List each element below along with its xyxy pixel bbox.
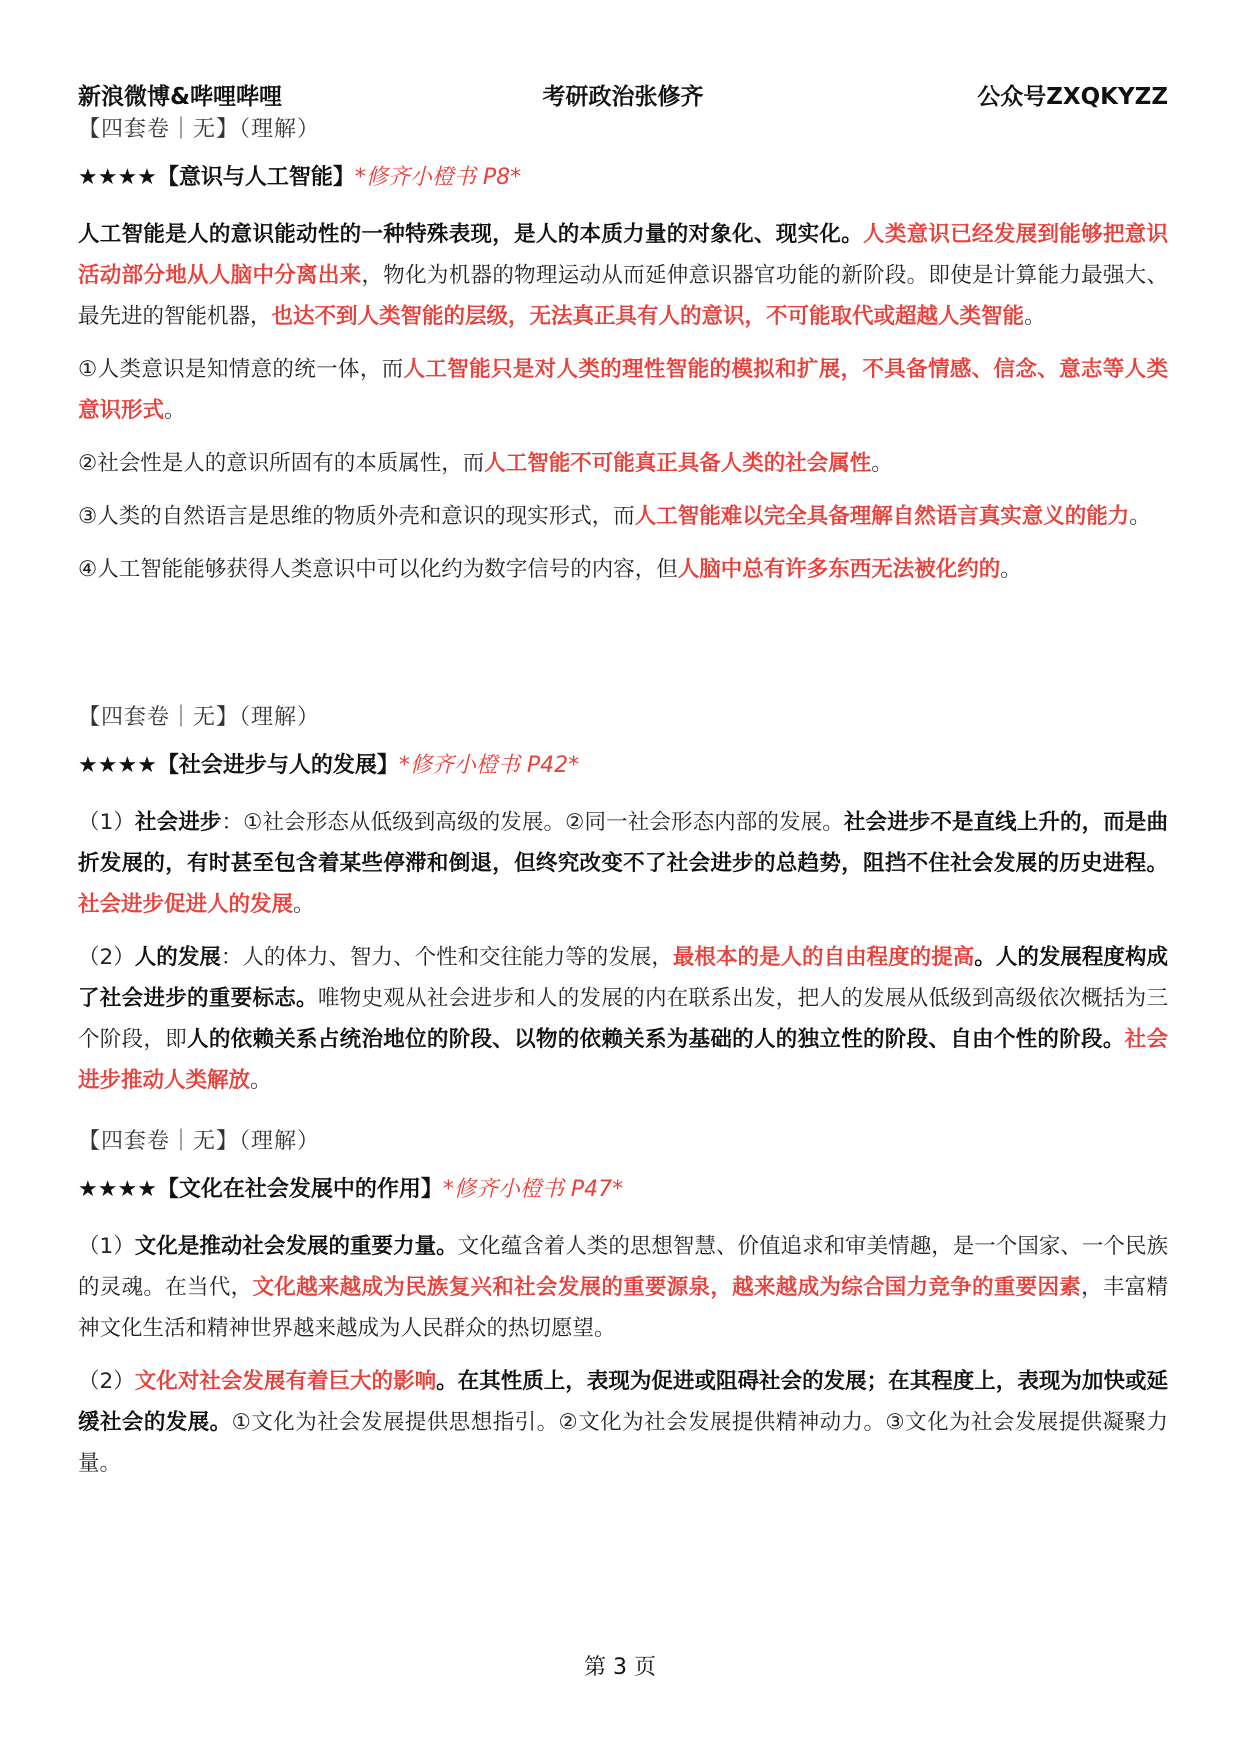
section-title-main: ★★★★【文化在社会发展中的作用】 [78,1177,443,1202]
body-text: 。 [250,1068,272,1093]
body-text: 唯物史观从社会进步和人的发展的内在联系出发，把人的发展从低级到高级依次概括为三个阶段，即 [78,986,1168,1052]
section-meta: 【四套卷｜无】（理解） [78,1129,321,1154]
body-text: ：人的体力、智力、个性和交往能力等的发展， [220,945,673,970]
highlight-text: 文化越来越成为民族复兴和社会发展的重要源泉，越来越成为综合国力竞争的重要因素 [252,1275,1082,1300]
body-text: 。 [1000,557,1022,582]
bold-text: 。人的发展程度构成了社会进步的重要标志。 [78,945,1168,1011]
highlight-text: 文化对社会发展有着巨大的影响 [134,1369,437,1394]
bold-text: 社会进步不是直线上升的，而是曲折发展的，有时甚至包含着某些停滞和倒退，但终究改变不了社会进步的总趋势，阻挡不住社会发展的历史进程。 [78,810,1168,876]
body-text: 。 [164,398,186,423]
highlight-text: 也达不到人类智能的层级，无法真正具有人的意识，不可能取代或超越人类智能 [271,304,1025,329]
body-text: 。 [293,892,315,917]
section-body [78,1226,1168,1484]
header-left-text: 新浪微博&哔哩哔哩 [78,84,283,110]
bold-text: 人的发展 [134,945,221,970]
bold-text: 人工智能是人的意识能动性的一种特殊表现，是人的本质力量的对象化、现实化。 [78,222,864,247]
paragraph [78,443,1168,484]
page-header [78,78,1168,114]
paragraph [78,349,1168,431]
section-title [78,1174,1168,1206]
body-text: ，丰富精神文化生活和精神世界越来越成为人民群众的热切愿望。 [78,1275,1168,1341]
bold-text: 社会进步 [135,810,222,835]
body-text: 。 [871,451,893,476]
body-text: ②社会性是人的意识所固有的本质属性，而 [78,451,485,476]
paragraph [78,214,1168,337]
paragraph [78,937,1168,1101]
body-text: ，物化为机器的物理运动从而延伸意识器官功能的新阶段。即使是计算能力最强大、最先进的智能机器， [78,263,1168,329]
section-title-ref: *修齐小橙书 P8* [354,165,522,190]
bold-text: 文化是推动社会发展的重要力量。 [134,1234,458,1259]
body-text: 文化蕴含着人类的思想智慧、价值追求和审美情趣，是一个国家、一个民族的灵魂。在当代， [78,1234,1168,1300]
highlight-text: 人工智能只是对人类的理性智能的模拟和扩展，不具备情感、信念、意志等人类意识形式 [78,357,1168,423]
section-body [78,802,1168,1101]
section-meta: 【四套卷｜无】（理解） [78,705,321,730]
body-text: ④人工智能能够获得人类意识中可以化约为数字信号的内容，但 [78,557,678,582]
page-number: 第 3 页 [584,1655,656,1680]
section-title [78,750,1168,782]
body-text: ①文化为社会发展提供思想指引。②文化为社会发展提供精神动力。③文化为社会发展提供凝聚力量。 [78,1410,1168,1476]
paragraph [78,1226,1168,1349]
highlight-text: 人脑中总有许多东西无法被化约的 [677,557,1001,582]
section-title-ref: *修齐小橙书 P47* [442,1177,624,1202]
section-meta: 【四套卷｜无】（理解） [78,117,321,142]
highlight-text: 人工智能不可能真正具备人类的社会属性 [484,451,872,476]
bold-text: 。在其性质上，表现为促进或阻碍社会的发展；在其程度上，表现为加快或延缓社会的发展。 [78,1369,1168,1435]
paragraph [78,496,1168,537]
section-social-progress [78,698,1168,1113]
section-culture-role [78,1122,1168,1496]
body-text: （1） [78,1234,135,1259]
highlight-text: 最根本的是人的自由程度的提高 [672,945,975,970]
body-text: （1） [78,810,136,835]
paragraph [78,549,1168,590]
section-title-main: ★★★★【社会进步与人的发展】 [78,753,399,778]
section-title [78,162,1168,194]
body-text: 。 [1024,304,1046,329]
section-consciousness-ai [78,110,1168,602]
header-center-text: 考研政治张修齐 [542,84,704,110]
section-body [78,214,1168,590]
body-text: （2） [78,945,135,970]
paragraph [78,802,1168,925]
highlight-text: 人类意识已经发展到能够把意识活动部分地从人脑中分离出来 [78,222,1168,288]
body-text: ：①社会形态从低级到高级的发展。②同一社会形态内部的发展。 [221,810,844,835]
highlight-text: 社会进步推动人类解放 [78,1027,1168,1093]
body-text: ①人类意识是知情意的统一体，而 [78,357,404,382]
header-right-text: 公众号ZXQKYZZ [977,84,1168,110]
section-title-ref: *修齐小橙书 P42* [398,753,580,778]
body-text: 。 [1129,504,1151,529]
highlight-text: 人工智能难以完全具备理解自然语言真实意义的能力 [634,504,1130,529]
paragraph [78,1361,1168,1484]
body-text: （2） [78,1369,135,1394]
highlight-text: 社会进步促进人的发展 [78,892,294,917]
body-text: ③人类的自然语言是思维的物质外壳和意识的现实形式，而 [78,504,635,529]
section-title-main: ★★★★【意识与人工智能】 [78,165,355,190]
bold-text: 人的依赖关系占统治地位的阶段、以物的依赖关系为基础的人的独立性的阶段、自由个性的阶段。 [187,1027,1125,1052]
